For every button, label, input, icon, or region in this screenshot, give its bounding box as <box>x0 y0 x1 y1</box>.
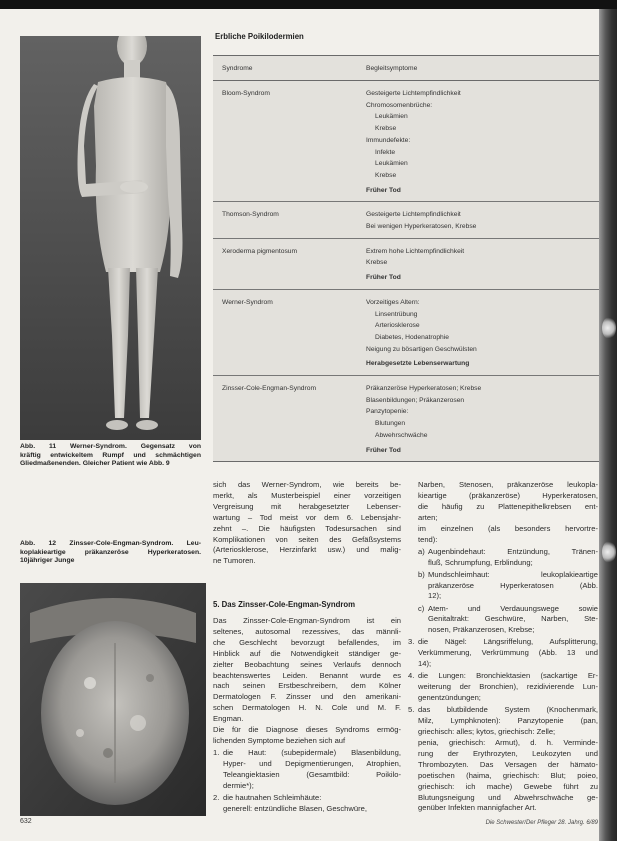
text-line: Dermatologen F. Zinsser und den amerikani- <box>213 692 401 702</box>
text-line: Hyper- und Depigmentierungen, Atrophien, <box>223 758 401 768</box>
symptom-item: Chromosomenbrüche: <box>366 101 433 109</box>
text-line: lichenden Symptome beziehen sich auf <box>213 735 346 745</box>
tongue-closeup-image <box>20 583 206 816</box>
text-line: ne Tumoren. <box>213 556 256 566</box>
middle-column-body <box>213 616 401 815</box>
table-header-row <box>213 56 599 81</box>
symptom-item: Präkanzeröse Hyperkeratosen; Krebse <box>366 385 482 393</box>
text-line: rung der Erythrozyten, Leukozyten und <box>418 748 598 758</box>
prognosis: Früher Tod <box>366 186 401 194</box>
list-continuation <box>418 480 598 545</box>
text-line: Das Zinsser-Cole-Engman-Syndrom ist ein <box>213 616 401 625</box>
symptom-list-item <box>408 705 598 814</box>
prognosis: Früher Tod <box>366 446 401 454</box>
list-item-text <box>428 570 598 603</box>
symptom-list-item <box>213 748 401 792</box>
symptom-item: Blasenbildungen; Präkanzerosen <box>366 396 465 404</box>
text-line: das blutbildende System (Knochenmark, <box>418 705 598 715</box>
text-line: Komplikationen von seiten des Gefäßsystems <box>213 534 401 544</box>
symptom-item: Gesteigerte Lichtempfindlichkeit <box>366 211 461 219</box>
list-item-text <box>428 604 598 637</box>
sublist-item <box>418 570 598 603</box>
text-line: die Haut: (subepidermale) Blasenbildung, <box>223 748 401 758</box>
patient-standing-image <box>20 36 201 440</box>
text-line: Teleangiektasien (Gesamtbild: Poikilo- <box>223 769 401 779</box>
middle-column-intro <box>213 480 401 567</box>
text-line: genentzündungen; <box>418 693 481 703</box>
text-line: arten; <box>418 512 438 522</box>
scan-binding-edge <box>599 9 617 841</box>
text-line: die häufig zu Plattenepithelkrebsen ent- <box>418 501 598 511</box>
prognosis: Früher Tod <box>366 274 401 282</box>
text-line: im einzelnen (als besonders hervortre- <box>418 523 598 533</box>
list-marker: c) <box>418 603 425 613</box>
symptom-item: Neigung zu bösartigen Geschwülsten <box>366 345 477 353</box>
binding-hole-mark <box>602 317 616 339</box>
symptom-list <box>366 246 599 284</box>
list-marker: 2. <box>213 792 220 802</box>
text-line: 14); <box>418 659 432 669</box>
symptom-subitem: Linsentrübung <box>375 310 418 318</box>
table-row <box>213 81 599 202</box>
symptom-item: Extrem hohe Lichtempfindlichkeit <box>366 247 465 255</box>
text-line: weiterung der Bronchien), rezidivierende Lun- <box>418 682 598 692</box>
text-line: beachtenswertes Leiden. Benannt wurde es <box>213 670 401 680</box>
text-line: wartung – Tod meist vor dem 6. Lebensjahr- <box>213 512 401 522</box>
symptom-list-item <box>213 793 401 815</box>
syndrome-name: Xeroderma pigmentosum <box>222 247 298 255</box>
caption-line: Abb. 11 Werner-Syndrom. Gegensatz von <box>20 443 201 450</box>
right-column <box>408 480 598 814</box>
symptom-list <box>366 297 599 370</box>
list-marker: a) <box>418 546 425 556</box>
caption-line: 10jähriger Junge <box>20 557 75 565</box>
table-title: Erbliche Poikilodermien <box>215 32 304 41</box>
text-line: Thrombozyten. Das Versagen der hämato- <box>418 759 598 769</box>
scan-top-border <box>0 0 617 9</box>
text-line: Engman. <box>213 714 244 724</box>
list-marker: 1. <box>213 748 220 758</box>
text-line: nach seinen Erstbeschreibern, dem Kölner <box>213 681 401 691</box>
text-line: Genitaltrakt: Geschwüre, Narben, Ste- <box>428 614 598 624</box>
poikilodermia-table <box>213 55 599 462</box>
text-line: Augenbindehaut: Entzündung, Tränen- <box>428 546 598 556</box>
section-heading: 5. Das Zinsser-Cole-Engman-Syndrom <box>213 600 356 609</box>
text-line: genüber Infekten mannigfacher Art. <box>418 803 537 813</box>
symptom-list-item <box>408 671 598 704</box>
text-line: Mundschleimhaut: leukoplakieartige <box>428 569 598 579</box>
list-marker: 5. <box>408 705 415 715</box>
text-line: Vergreisung mit herabgesetzter Lebenser- <box>213 501 401 511</box>
symptom-list <box>366 209 599 232</box>
text-line: Die für die Diagnose dieses Syndroms ermög- <box>213 725 401 735</box>
text-line: merkt, als Musterbeispiel einer vorzeitigen <box>213 490 401 500</box>
list-marker: b) <box>418 569 425 579</box>
text-line: penia, griechisch: Armut), d. h. Verminde- <box>418 737 598 747</box>
text-line: präkanzeröse Hyperkeratosen (Abb. <box>428 580 598 590</box>
syndrome-name: Werner-Syndrom <box>222 298 273 306</box>
text-line: die Lungen: Bronchiektasien (sackartige Er- <box>418 671 598 681</box>
text-line: 12); <box>428 591 442 601</box>
sublist-item <box>418 604 598 637</box>
figure-11-caption <box>20 443 201 469</box>
text-line: kieartige (präkanzeröse) Hyperkeratosen, <box>418 490 598 500</box>
caption-line: koplakieartige präkanzeröse Hyperkeratosen. <box>20 548 201 556</box>
syndrome-name: Bloom-Syndrom <box>222 90 270 97</box>
text-line: dermie*); <box>223 780 254 790</box>
table-row <box>213 239 599 290</box>
header-symptoms: Begleitsymptome <box>366 64 418 72</box>
list-item-text <box>223 793 401 815</box>
text-line: fluß, Schrumpfung, Erblindung; <box>428 557 533 567</box>
symptom-subitem: Arteriosklerose <box>375 322 420 330</box>
text-line: (Arteriosklerose, Herzinfarkt usw.) und malig- <box>213 545 401 555</box>
text-line: che Geschlecht bevorzugt befallendes, im <box>213 637 401 647</box>
text-line: Atem- und Verdauungswege sowie <box>428 603 598 613</box>
text-line: Verkümmerung, Verkrümmung (Abb. 13 und <box>418 648 598 658</box>
symptom-list <box>366 88 599 196</box>
text-line: die hautnahen Schleimhäute: <box>223 792 322 802</box>
list-marker: 3. <box>408 637 415 647</box>
symptom-subitem: Blutungen <box>375 420 406 428</box>
list-item-text <box>418 637 598 670</box>
text-line: Narben, Stenosen, präkanzeröse leukopla- <box>418 480 598 489</box>
symptom-item: Panzytopenie: <box>366 408 409 416</box>
text-line: griechisch: ich mache) Gewebe führt zu <box>418 781 598 791</box>
symptom-item: Bei wenigen Hyperkeratosen, Krebse <box>366 223 477 231</box>
table-row <box>213 202 599 238</box>
symptom-item: Krebse <box>366 259 388 267</box>
list-item-text <box>428 547 598 569</box>
symptom-subitem: Krebse <box>375 171 397 179</box>
list-item-text <box>223 748 401 792</box>
syndrome-name: Zinsser-Cole-Engman-Syndrom <box>222 385 317 393</box>
caption-line: kräftig entwickeltem Rumpf und schmächtigen <box>20 451 201 459</box>
symptom-subitem: Diabetes, Hodenatrophie <box>375 333 449 341</box>
list-item-text <box>418 705 598 814</box>
text-line: nosen, Präkanzerosen, Krebse; <box>428 625 535 635</box>
table-body <box>213 81 599 461</box>
text-line: tend): <box>418 534 438 544</box>
text-line: poetischen (haima, griechisch: Blut; poieo, <box>418 770 598 780</box>
caption-line: Gliedmaßenenden. Gleicher Patient wie Abb. 9 <box>20 460 170 468</box>
binding-hole-mark <box>602 541 616 563</box>
figure-12-photo <box>20 583 206 816</box>
symptom-item: Immundefekte: <box>366 136 411 144</box>
table-row <box>213 290 599 376</box>
symptom-subitem: Leukämien <box>375 160 408 168</box>
sublist-item <box>418 547 598 569</box>
text-line: sich das Werner-Syndrom, wie bereits be- <box>213 480 401 489</box>
header-syndrome: Syndrome <box>222 64 253 72</box>
text-line: seltenes, autosomal rezessives, das männli- <box>213 626 401 636</box>
symptom-item: Gesteigerte Lichtempfindlichkeit <box>366 90 461 97</box>
symptom-list-item <box>408 637 598 670</box>
text-line: die Nägel: Längsriffelung, Aufsplitterung, <box>418 637 598 647</box>
list-item-text <box>418 671 598 704</box>
text-line: generell: entzündliche Blasen, Geschwüre, <box>223 803 367 813</box>
symptom-subitem: Leukämien <box>375 113 408 121</box>
table-row <box>213 376 599 461</box>
symptom-list <box>366 383 599 456</box>
caption-line: Abb. 12 Zinsser-Cole-Engman-Syndrom. Leu- <box>20 540 201 547</box>
text-line: schen Dermatologen H. N. Cole und M. F. <box>213 703 401 713</box>
text-line: Blutungsneigung und Abwehrschwäche ge- <box>418 792 598 802</box>
page-number: 632 <box>20 818 32 825</box>
mucosa-sublist <box>418 547 598 637</box>
symptom-item: Vorzeitiges Altern: <box>366 298 420 306</box>
symptom-subitem: Krebse <box>375 125 397 133</box>
journal-reference: Die Schwester/Der Pfleger 28. Jahrg. 6/89 <box>485 820 598 826</box>
syndrome-name: Thomson-Syndrom <box>222 211 279 219</box>
text-line: zielter Beobachtung seines Verlaufs dennoch <box>213 659 401 669</box>
prognosis: Herabgesetzte Lebenserwartung <box>366 360 470 368</box>
figure-11-photo <box>20 36 201 440</box>
symptom-subitem: Infekte <box>375 148 396 156</box>
symptom-subitem: Abwehrschwäche <box>375 431 428 439</box>
text-line: Hinblick auf die Notwendigkeit ständiger ge- <box>213 648 401 658</box>
text-line: Milz, Lymphknoten): Panzytopenie (pan, <box>418 716 598 726</box>
figure-12-caption <box>20 540 201 566</box>
text-line: griechisch: alles; kytos, griechisch: Zelle; <box>418 727 556 737</box>
list-marker: 4. <box>408 671 415 681</box>
text-line: zehnt –. Die häufigsten Todesursachen sind <box>213 523 401 533</box>
